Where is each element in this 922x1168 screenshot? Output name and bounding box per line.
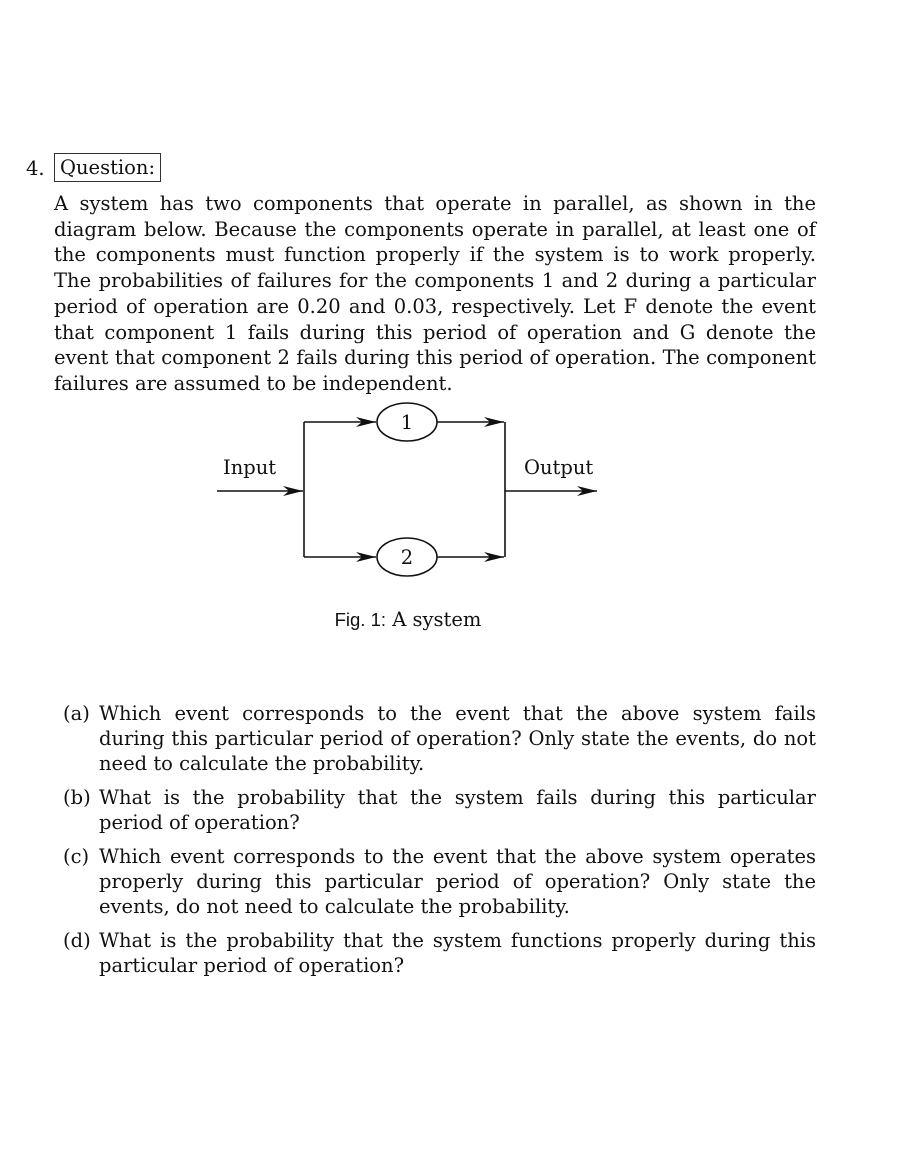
component-1-label: 1 <box>400 411 414 434</box>
question-part-c <box>63 844 816 919</box>
part-text: Which event corresponds to the event that the above system fails during this particular period of operation? Only state the events, do not need to calculate the probability. <box>99 702 816 775</box>
question-heading: Question: <box>54 153 161 182</box>
figure-number: Fig. 1: <box>334 609 387 630</box>
question-part-a <box>63 701 816 776</box>
part-text: What is the probability that the system functions properly during this particular period of operation? <box>99 929 816 977</box>
question-part-b <box>63 785 816 835</box>
figure-caption-text: A system <box>392 608 482 631</box>
figure-caption <box>0 608 816 632</box>
part-text: Which event corresponds to the event that the above system operates properly during this particular period of operation? Only state the events, do not need to calculate the probability. <box>99 845 816 918</box>
part-label: (a) <box>63 702 90 725</box>
question-parts <box>63 701 816 987</box>
component-2-label: 2 <box>400 546 414 569</box>
question-body: A system has two components that operate in parallel, as shown in the diagram below. Because the components operate in parallel, at least one of the components must function properly if the system is to work properly. The probabilities of failures for the components 1 and 2 during a particular period of operation are 0.20 and 0.03, respectively. Let F denote the event that component 1 fails during this period of operation and G denote the event that component 2 fails during this period of operation. The component failures are assumed to be independent. <box>54 192 816 395</box>
output-label: Output <box>524 456 594 479</box>
question-part-d <box>63 928 816 978</box>
question-number: 4. <box>26 157 45 180</box>
part-text: What is the probability that the system fails during this particular period of operation? <box>99 786 816 834</box>
part-label: (c) <box>63 845 90 868</box>
part-label: (d) <box>63 929 91 952</box>
part-label: (b) <box>63 786 91 809</box>
input-label: Input <box>223 456 277 479</box>
